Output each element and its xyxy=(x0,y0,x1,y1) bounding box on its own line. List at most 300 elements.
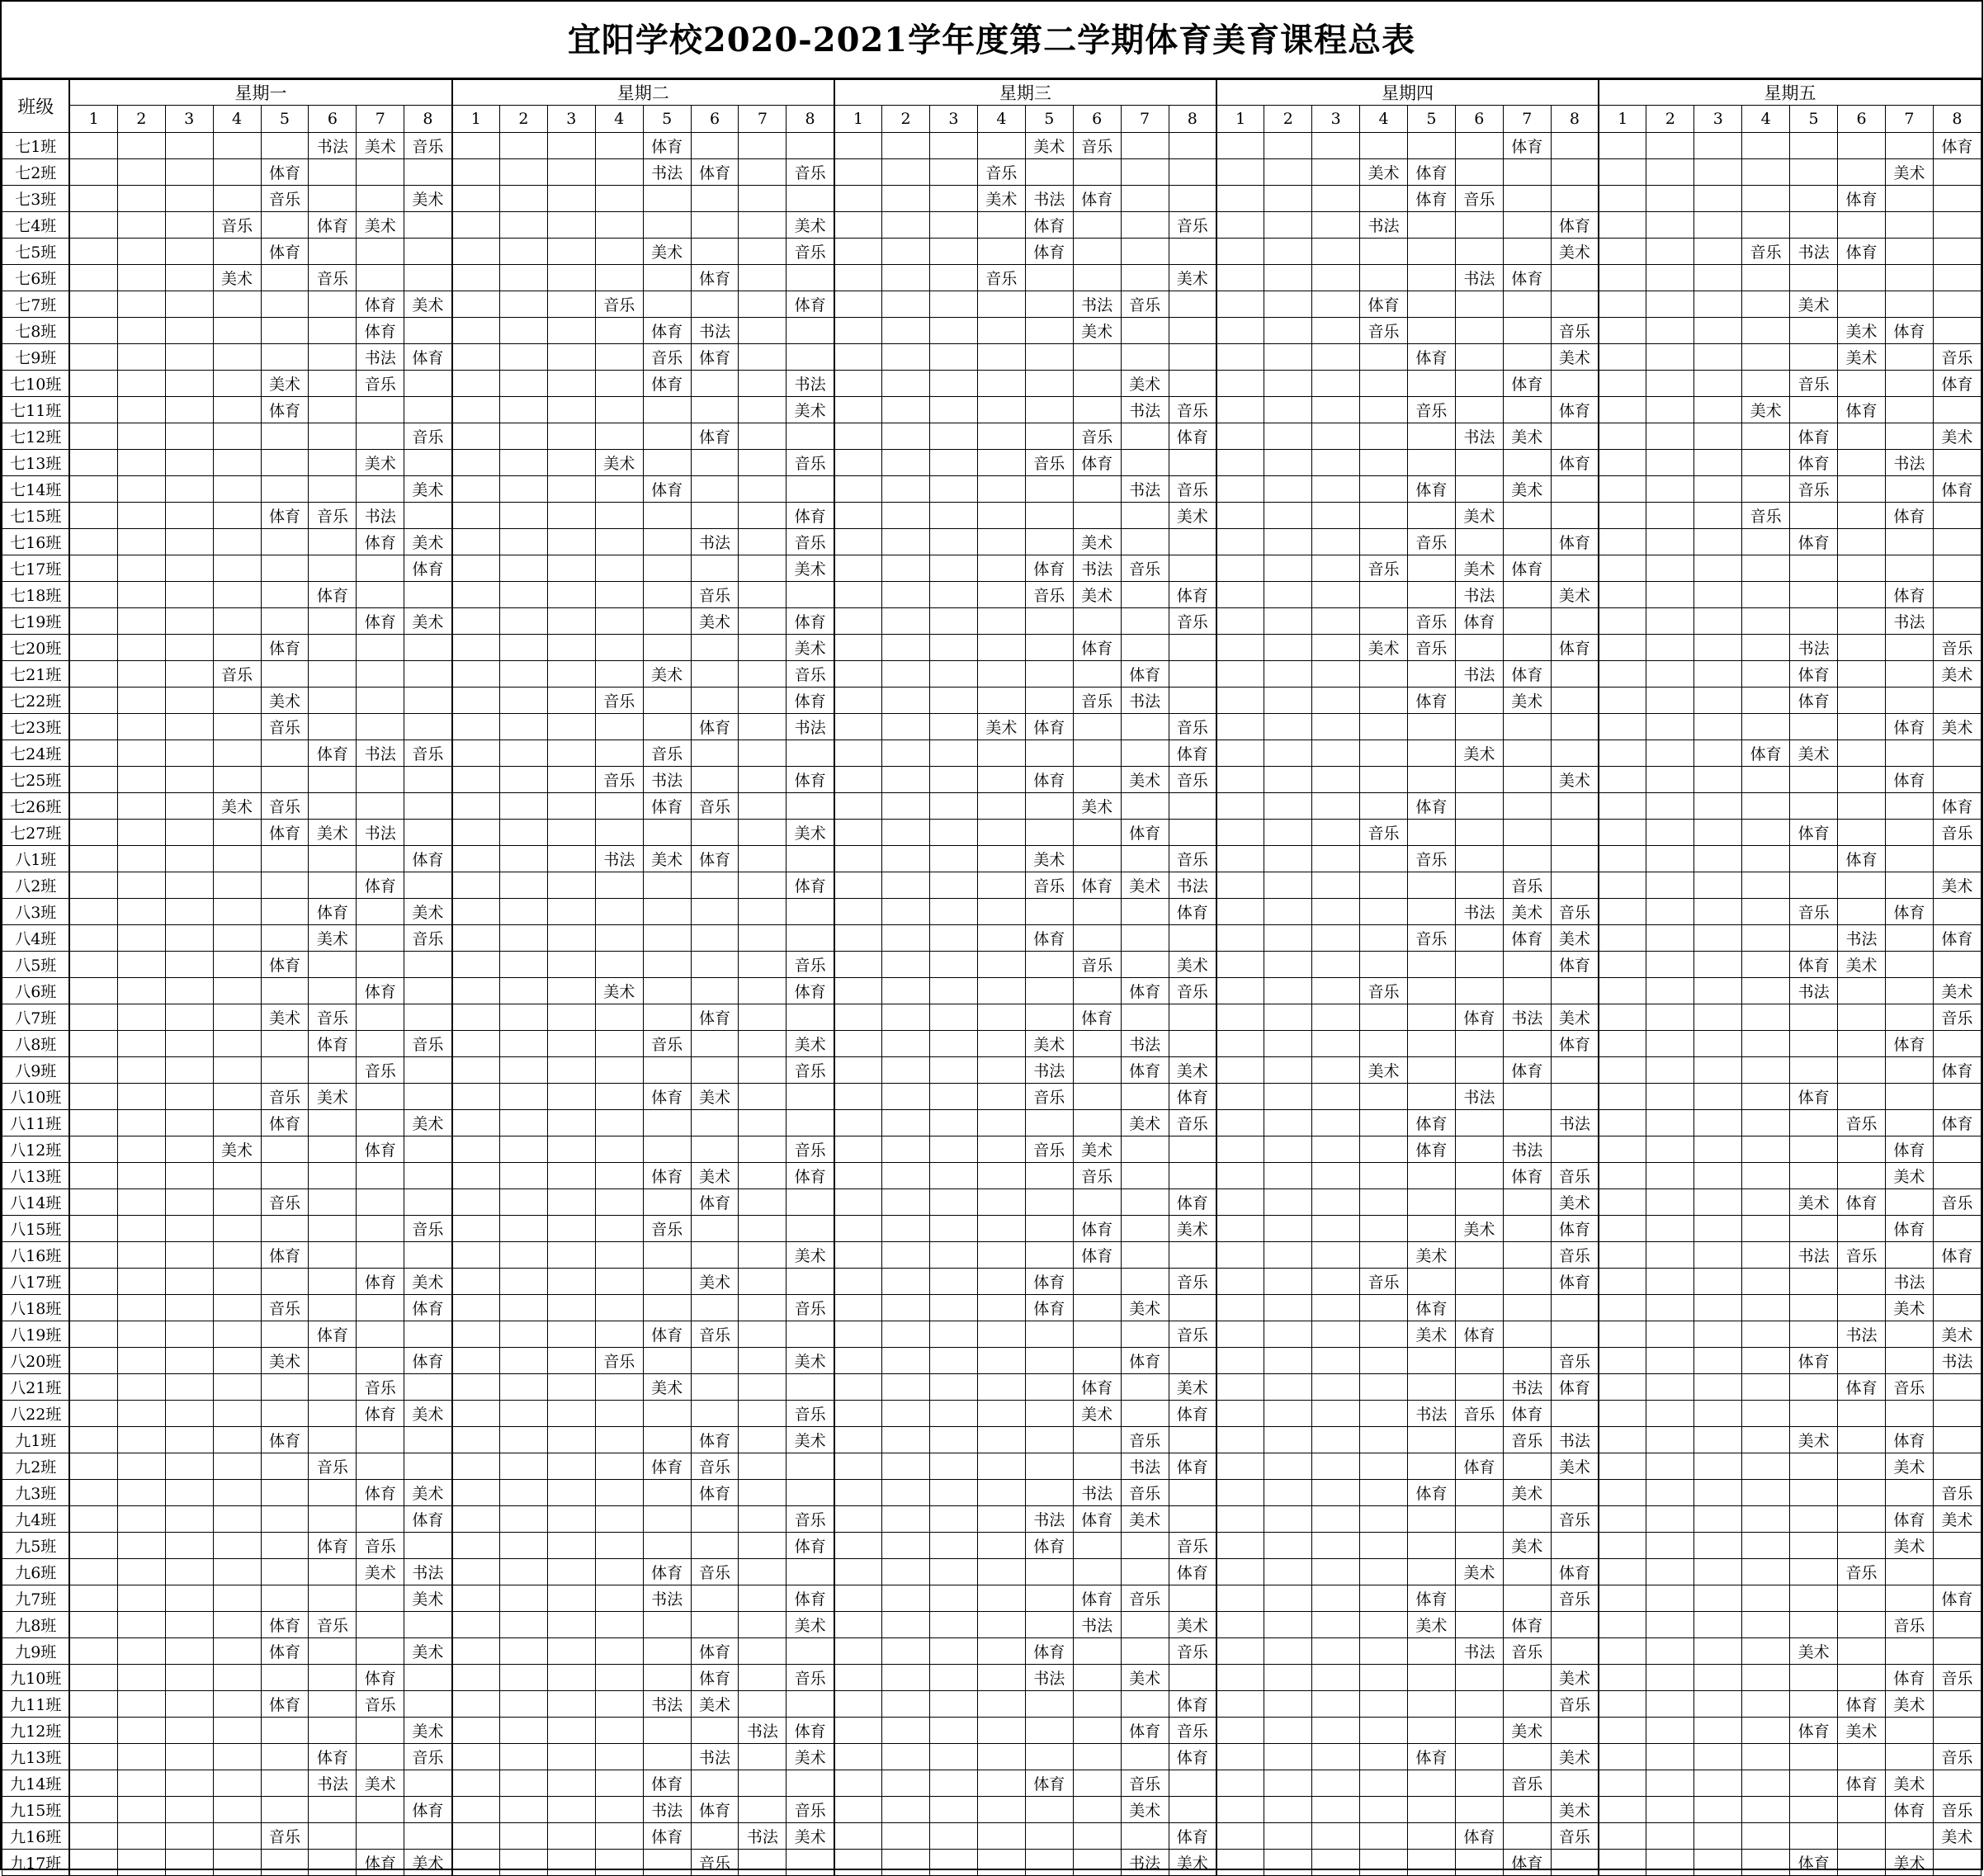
lesson-cell: 音乐 xyxy=(787,450,834,476)
lesson-cell xyxy=(1694,1427,1742,1453)
lesson-cell: 体育 xyxy=(1455,1004,1503,1031)
lesson-cell xyxy=(977,1797,1025,1823)
lesson-cell xyxy=(787,318,834,344)
lesson-cell: 美术 xyxy=(1407,1612,1455,1638)
lesson-cell xyxy=(643,1348,691,1374)
lesson-cell: 音乐 xyxy=(691,1850,739,1876)
lesson-cell: 音乐 xyxy=(787,1797,834,1823)
lesson-cell xyxy=(739,1585,787,1612)
lesson-cell xyxy=(500,1823,548,1850)
lesson-cell xyxy=(1503,159,1551,186)
lesson-cell xyxy=(165,1242,213,1269)
lesson-cell xyxy=(165,1797,213,1823)
lesson-cell xyxy=(452,899,500,925)
lesson-cell xyxy=(882,476,930,503)
lesson-cell xyxy=(1312,1823,1360,1850)
lesson-cell xyxy=(1216,1559,1264,1585)
lesson-cell xyxy=(1360,1718,1408,1744)
lesson-cell xyxy=(1694,1559,1742,1585)
lesson-cell: 体育 xyxy=(643,793,691,820)
lesson-cell xyxy=(930,529,978,555)
lesson-cell: 体育 xyxy=(261,952,309,978)
lesson-cell: 体育 xyxy=(1933,476,1981,503)
period-header: 3 xyxy=(165,106,213,133)
lesson-cell xyxy=(1121,133,1169,159)
lesson-cell xyxy=(1694,397,1742,423)
lesson-cell xyxy=(1838,1797,1886,1823)
lesson-cell xyxy=(69,1295,117,1321)
lesson-cell xyxy=(404,1612,452,1638)
lesson-cell: 体育 xyxy=(1503,1057,1551,1084)
lesson-cell xyxy=(1455,1665,1503,1691)
lesson-cell: 音乐 xyxy=(1073,1163,1121,1189)
lesson-cell xyxy=(452,1084,500,1110)
lesson-cell xyxy=(1694,1453,1742,1480)
lesson-cell xyxy=(977,1057,1025,1084)
period-header: 4 xyxy=(1360,106,1408,133)
lesson-cell: 美术 xyxy=(1169,1374,1216,1401)
lesson-cell xyxy=(357,1453,404,1480)
lesson-cell: 体育 xyxy=(1407,159,1455,186)
lesson-cell xyxy=(1742,1612,1790,1638)
lesson-cell xyxy=(1025,1850,1073,1876)
lesson-cell xyxy=(1216,450,1264,476)
lesson-cell xyxy=(1407,450,1455,476)
lesson-cell: 美术 xyxy=(404,1585,452,1612)
lesson-cell: 体育 xyxy=(404,1295,452,1321)
lesson-cell: 体育 xyxy=(261,820,309,846)
lesson-cell xyxy=(834,1136,882,1163)
lesson-cell xyxy=(117,503,165,529)
lesson-cell xyxy=(739,1374,787,1401)
lesson-cell xyxy=(1025,1216,1073,1242)
lesson-cell xyxy=(787,1216,834,1242)
lesson-cell xyxy=(595,1084,643,1110)
lesson-cell: 美术 xyxy=(1503,1480,1551,1506)
lesson-cell xyxy=(69,1269,117,1295)
lesson-cell xyxy=(739,1084,787,1110)
lesson-cell xyxy=(69,714,117,740)
lesson-cell xyxy=(1455,820,1503,846)
lesson-cell: 音乐 xyxy=(1073,952,1121,978)
class-row xyxy=(2,1559,1982,1585)
lesson-cell xyxy=(834,793,882,820)
lesson-cell xyxy=(1933,265,1981,291)
lesson-cell xyxy=(1599,1612,1646,1638)
lesson-cell xyxy=(1216,714,1264,740)
lesson-cell xyxy=(1407,1163,1455,1189)
lesson-cell: 体育 xyxy=(691,714,739,740)
lesson-cell: 体育 xyxy=(1073,1242,1121,1269)
lesson-cell: 体育 xyxy=(787,291,834,318)
lesson-cell xyxy=(1025,793,1073,820)
lesson-cell: 体育 xyxy=(1933,1110,1981,1136)
lesson-cell xyxy=(1838,212,1886,239)
lesson-cell xyxy=(691,133,739,159)
lesson-cell xyxy=(595,159,643,186)
lesson-cell xyxy=(691,555,739,582)
lesson-cell xyxy=(1073,1638,1121,1665)
lesson-cell: 音乐 xyxy=(261,1823,309,1850)
lesson-cell: 体育 xyxy=(261,1612,309,1638)
lesson-cell xyxy=(1503,1823,1551,1850)
lesson-cell xyxy=(977,608,1025,635)
lesson-cell xyxy=(691,212,739,239)
lesson-cell xyxy=(1503,1189,1551,1216)
lesson-cell xyxy=(117,952,165,978)
lesson-cell: 体育 xyxy=(1885,1031,1933,1057)
lesson-cell xyxy=(739,555,787,582)
lesson-cell xyxy=(739,608,787,635)
lesson-cell: 美术 xyxy=(1885,159,1933,186)
lesson-cell xyxy=(882,978,930,1004)
lesson-cell xyxy=(930,1401,978,1427)
lesson-cell: 美术 xyxy=(1885,1163,1933,1189)
lesson-cell: 美术 xyxy=(1885,1770,1933,1797)
lesson-cell xyxy=(1551,476,1599,503)
lesson-cell: 书法 xyxy=(1885,1269,1933,1295)
lesson-cell: 体育 xyxy=(1073,635,1121,661)
lesson-cell: 美术 xyxy=(787,820,834,846)
lesson-cell xyxy=(930,1453,978,1480)
lesson-cell: 体育 xyxy=(1790,423,1838,450)
lesson-cell xyxy=(1360,1031,1408,1057)
lesson-cell xyxy=(1646,1533,1694,1559)
lesson-cell xyxy=(1025,503,1073,529)
lesson-cell xyxy=(787,1691,834,1718)
lesson-cell xyxy=(739,186,787,212)
lesson-cell xyxy=(404,450,452,476)
lesson-cell xyxy=(1694,846,1742,872)
lesson-cell xyxy=(1025,1744,1073,1770)
lesson-cell xyxy=(117,1374,165,1401)
lesson-cell xyxy=(977,952,1025,978)
lesson-cell xyxy=(1073,159,1121,186)
lesson-cell xyxy=(213,714,261,740)
lesson-cell xyxy=(1790,1163,1838,1189)
class-name-cell: 九8班 xyxy=(2,1612,70,1638)
lesson-cell xyxy=(1073,1770,1121,1797)
lesson-cell xyxy=(1407,978,1455,1004)
lesson-cell: 书法 xyxy=(1885,608,1933,635)
lesson-cell xyxy=(117,1638,165,1665)
lesson-cell xyxy=(1551,371,1599,397)
lesson-cell xyxy=(834,450,882,476)
lesson-cell xyxy=(117,1850,165,1876)
lesson-cell xyxy=(117,1585,165,1612)
lesson-cell xyxy=(1838,159,1886,186)
lesson-cell xyxy=(1933,952,1981,978)
lesson-cell: 体育 xyxy=(1073,1374,1121,1401)
lesson-cell: 美术 xyxy=(787,635,834,661)
lesson-cell: 音乐 xyxy=(309,503,357,529)
lesson-cell xyxy=(1838,820,1886,846)
period-header: 7 xyxy=(1885,106,1933,133)
period-header: 1 xyxy=(1216,106,1264,133)
lesson-cell xyxy=(1694,133,1742,159)
lesson-cell: 体育 xyxy=(404,344,452,371)
lesson-cell xyxy=(69,793,117,820)
class-row xyxy=(2,1480,1982,1506)
period-header: 4 xyxy=(595,106,643,133)
lesson-cell xyxy=(547,1216,595,1242)
lesson-cell xyxy=(1646,661,1694,688)
lesson-cell xyxy=(1169,529,1216,555)
lesson-cell xyxy=(357,767,404,793)
lesson-cell xyxy=(1885,1348,1933,1374)
lesson-cell xyxy=(1503,1269,1551,1295)
lesson-cell xyxy=(213,1744,261,1770)
lesson-cell: 音乐 xyxy=(1790,899,1838,925)
lesson-cell xyxy=(452,1269,500,1295)
lesson-cell xyxy=(309,159,357,186)
lesson-cell: 美术 xyxy=(1551,767,1599,793)
lesson-cell xyxy=(643,820,691,846)
lesson-cell xyxy=(213,952,261,978)
lesson-cell: 书法 xyxy=(1121,688,1169,714)
lesson-cell xyxy=(500,371,548,397)
lesson-cell xyxy=(117,397,165,423)
lesson-cell xyxy=(500,265,548,291)
lesson-cell: 体育 xyxy=(309,1031,357,1057)
lesson-cell xyxy=(1742,1401,1790,1427)
lesson-cell xyxy=(595,476,643,503)
lesson-cell xyxy=(1885,978,1933,1004)
lesson-cell xyxy=(1073,767,1121,793)
lesson-cell xyxy=(1694,1533,1742,1559)
lesson-cell xyxy=(452,450,500,476)
lesson-cell xyxy=(1360,714,1408,740)
lesson-cell xyxy=(1312,1401,1360,1427)
lesson-cell xyxy=(69,555,117,582)
class-row xyxy=(2,212,1982,239)
lesson-cell xyxy=(500,661,548,688)
lesson-cell xyxy=(1455,1744,1503,1770)
lesson-cell xyxy=(1455,767,1503,793)
lesson-cell: 美术 xyxy=(1121,1295,1169,1321)
lesson-cell: 音乐 xyxy=(1360,978,1408,1004)
lesson-cell xyxy=(1216,952,1264,978)
lesson-cell xyxy=(1073,740,1121,767)
lesson-cell xyxy=(1216,1770,1264,1797)
lesson-cell xyxy=(1742,423,1790,450)
lesson-cell xyxy=(595,1744,643,1770)
lesson-cell xyxy=(930,925,978,952)
lesson-cell xyxy=(1646,1638,1694,1665)
lesson-cell xyxy=(1599,1585,1646,1612)
lesson-cell xyxy=(1790,582,1838,608)
class-row xyxy=(2,450,1982,476)
lesson-cell: 美术 xyxy=(1455,1216,1503,1242)
lesson-cell xyxy=(357,423,404,450)
lesson-cell: 音乐 xyxy=(1121,555,1169,582)
lesson-cell: 体育 xyxy=(1503,1612,1551,1638)
lesson-cell xyxy=(834,1744,882,1770)
lesson-cell: 体育 xyxy=(1025,1770,1073,1797)
class-name-cell: 七16班 xyxy=(2,529,70,555)
lesson-cell xyxy=(1646,740,1694,767)
lesson-cell xyxy=(165,1163,213,1189)
lesson-cell xyxy=(1360,371,1408,397)
lesson-cell xyxy=(1407,1559,1455,1585)
lesson-cell xyxy=(1360,529,1408,555)
lesson-cell xyxy=(309,1163,357,1189)
lesson-cell xyxy=(1073,1744,1121,1770)
lesson-cell xyxy=(1360,952,1408,978)
lesson-cell xyxy=(165,1665,213,1691)
lesson-cell xyxy=(500,503,548,529)
lesson-cell: 体育 xyxy=(1025,239,1073,265)
period-header: 8 xyxy=(1933,106,1981,133)
period-header: 6 xyxy=(691,106,739,133)
lesson-cell: 音乐 xyxy=(213,661,261,688)
lesson-cell xyxy=(1121,1638,1169,1665)
lesson-cell xyxy=(739,503,787,529)
lesson-cell: 音乐 xyxy=(1933,344,1981,371)
lesson-cell: 书法 xyxy=(1121,476,1169,503)
lesson-cell: 体育 xyxy=(1885,1216,1933,1242)
lesson-cell xyxy=(357,1718,404,1744)
lesson-cell xyxy=(69,1506,117,1533)
lesson-cell xyxy=(309,186,357,212)
lesson-cell xyxy=(1121,344,1169,371)
lesson-cell xyxy=(213,1559,261,1585)
lesson-cell xyxy=(930,582,978,608)
lesson-cell xyxy=(1216,925,1264,952)
lesson-cell xyxy=(1885,371,1933,397)
lesson-cell: 书法 xyxy=(787,714,834,740)
lesson-cell xyxy=(739,133,787,159)
lesson-cell xyxy=(1933,186,1981,212)
lesson-cell xyxy=(691,1585,739,1612)
lesson-cell xyxy=(1455,1057,1503,1084)
lesson-cell: 音乐 xyxy=(1838,1559,1886,1585)
class-row xyxy=(2,371,1982,397)
lesson-cell xyxy=(977,582,1025,608)
class-name-cell: 七12班 xyxy=(2,423,70,450)
lesson-cell xyxy=(1503,978,1551,1004)
lesson-cell xyxy=(643,608,691,635)
lesson-cell xyxy=(1503,529,1551,555)
lesson-cell xyxy=(1360,133,1408,159)
lesson-cell xyxy=(1264,1480,1312,1506)
lesson-cell: 音乐 xyxy=(787,239,834,265)
lesson-cell: 体育 xyxy=(691,423,739,450)
lesson-cell xyxy=(1407,872,1455,899)
lesson-cell xyxy=(404,318,452,344)
lesson-cell xyxy=(1503,1744,1551,1770)
lesson-cell xyxy=(882,212,930,239)
lesson-cell: 体育 xyxy=(1838,1691,1886,1718)
lesson-cell xyxy=(643,529,691,555)
lesson-cell xyxy=(977,1533,1025,1559)
lesson-cell: 音乐 xyxy=(1073,688,1121,714)
lesson-cell xyxy=(834,714,882,740)
lesson-cell xyxy=(69,1797,117,1823)
lesson-cell xyxy=(1885,661,1933,688)
class-row xyxy=(2,555,1982,582)
lesson-cell: 体育 xyxy=(1885,582,1933,608)
lesson-cell xyxy=(834,635,882,661)
lesson-cell: 美术 xyxy=(1838,318,1886,344)
lesson-cell xyxy=(452,423,500,450)
lesson-cell xyxy=(1073,1718,1121,1744)
lesson-cell xyxy=(69,133,117,159)
lesson-cell xyxy=(1264,397,1312,423)
lesson-cell xyxy=(213,503,261,529)
lesson-cell xyxy=(1216,978,1264,1004)
class-row xyxy=(2,1770,1982,1797)
lesson-cell xyxy=(1073,1084,1121,1110)
lesson-cell xyxy=(1455,952,1503,978)
lesson-cell xyxy=(739,1691,787,1718)
lesson-cell: 美术 xyxy=(213,793,261,820)
lesson-cell xyxy=(1360,793,1408,820)
lesson-cell: 音乐 xyxy=(357,1374,404,1401)
lesson-cell: 体育 xyxy=(643,1453,691,1480)
lesson-cell xyxy=(1790,1031,1838,1057)
lesson-cell xyxy=(739,397,787,423)
lesson-cell xyxy=(882,714,930,740)
lesson-cell: 美术 xyxy=(1455,740,1503,767)
lesson-cell: 音乐 xyxy=(1933,1665,1981,1691)
lesson-cell xyxy=(595,714,643,740)
lesson-cell: 体育 xyxy=(261,239,309,265)
lesson-cell xyxy=(1407,1084,1455,1110)
lesson-cell xyxy=(500,925,548,952)
lesson-cell xyxy=(1742,1110,1790,1136)
lesson-cell xyxy=(165,159,213,186)
lesson-cell xyxy=(1025,1718,1073,1744)
lesson-cell xyxy=(787,1110,834,1136)
lesson-cell: 美术 xyxy=(643,661,691,688)
lesson-cell xyxy=(1025,608,1073,635)
lesson-cell xyxy=(643,1401,691,1427)
lesson-cell xyxy=(1694,793,1742,820)
lesson-cell xyxy=(1503,318,1551,344)
lesson-cell xyxy=(261,423,309,450)
lesson-cell xyxy=(165,872,213,899)
lesson-cell xyxy=(213,820,261,846)
lesson-cell: 音乐 xyxy=(1121,1585,1169,1612)
lesson-cell xyxy=(1503,1295,1551,1321)
lesson-cell xyxy=(1407,1269,1455,1295)
lesson-cell xyxy=(1073,1031,1121,1057)
lesson-cell xyxy=(595,1718,643,1744)
lesson-cell xyxy=(1360,1638,1408,1665)
lesson-cell: 体育 xyxy=(1933,1585,1981,1612)
lesson-cell xyxy=(834,291,882,318)
lesson-cell xyxy=(1312,1269,1360,1295)
lesson-cell xyxy=(213,239,261,265)
lesson-cell: 美术 xyxy=(643,1374,691,1401)
lesson-cell xyxy=(1216,872,1264,899)
lesson-cell xyxy=(117,1136,165,1163)
lesson-cell xyxy=(691,291,739,318)
lesson-cell xyxy=(1216,1401,1264,1427)
class-row xyxy=(2,608,1982,635)
lesson-cell xyxy=(930,688,978,714)
class-name-cell: 七9班 xyxy=(2,344,70,371)
lesson-cell xyxy=(547,608,595,635)
lesson-cell xyxy=(404,872,452,899)
lesson-cell: 体育 xyxy=(1551,1269,1599,1295)
lesson-cell xyxy=(309,1506,357,1533)
lesson-cell xyxy=(1455,1691,1503,1718)
lesson-cell xyxy=(1742,1559,1790,1585)
lesson-cell: 书法 xyxy=(1455,582,1503,608)
lesson-cell xyxy=(1216,608,1264,635)
